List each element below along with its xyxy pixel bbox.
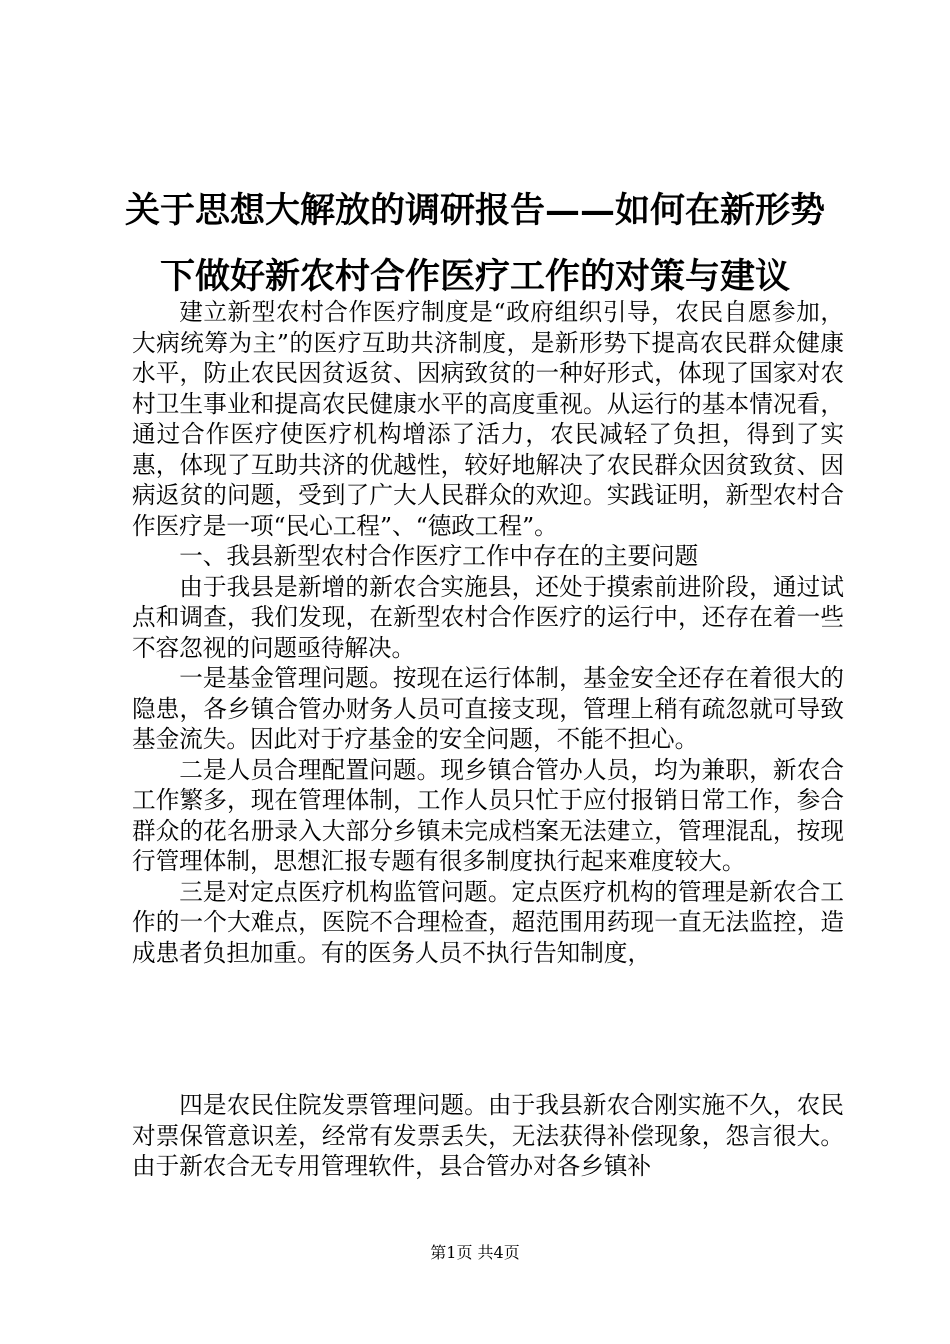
document-title [100, 178, 850, 310]
document-body-continued [132, 1090, 844, 1182]
paragraph-background: 由于我县是新增的新农合实施县，还处于摸索前进阶段，通过试点和调查，我们发现，在新型农村合作医疗的运行中，还存在着一些不容忽视的问题亟待解决。 [132, 572, 844, 662]
page-number: 第1页 共4页 [430, 1243, 520, 1262]
document-body [132, 297, 844, 968]
paragraph-invoice-management: 四是农民住院发票管理问题。由于我县新农合刚实施不久，农民对票保管意识差，经常有发票丢失，无法获得补偿现象，怨言很大。由于新农合无专用管理软件，县合管办对各乡镇补 [132, 1091, 844, 1180]
title-line-1: 关于思想大解放的调研报告——如何在新形势 [124, 190, 825, 231]
paragraph-intro: 建立新型农村合作医疗制度是“政府组织引导，农民自愿参加，大病统筹为主”的医疗互助共济制度，是新形势下提高农民群众健康水平，防止农民因贫返贫、因病致贫的一种好形式，体现了国家对农村卫生事业和提高农民健康水平的高度重视。从运行的基本情况看，通过合作医疗使医疗机构增添了活力，农民减轻了负担，得到了实惠，体现了互助共济的优越性，较好地解决了农民群众因贫致贫、因病返贫的问题，受到了广大人民群众的欢迎。实践证明，新型农村合作医疗是一项“民心工程”、“德政工程”。 [132, 298, 844, 540]
section-heading: 一、我县新型农村合作医疗工作中存在的主要问题 [179, 542, 699, 570]
paragraph-fund-management: 一是基金管理问题。按现在运行体制，基金安全还存在着很大的隐患，各乡镇合管办财务人员可直接支现，管理上稍有疏忽就可导致基金流失。因此对于疗基金的安全问题，不能不担心。 [132, 664, 844, 753]
paragraph-staffing: 二是人员合理配置问题。现乡镇合管办人员，均为兼职，新农合工作繁多，现在管理体制，工作人员只忙于应付报销日常工作，参合群众的花名册录入大部分乡镇未完成档案无法建立，管理混乱，按现行管理体制，思想汇报专题有很多制度执行起来难度较大。 [132, 755, 844, 875]
paragraph-hospital-supervision: 三是对定点医疗机构监管问题。定点医疗机构的管理是新农合工作的一个大难点，医院不合理检查，超范围用药现一直无法监控，造成患者负担加重。有的医务人员不执行告知制度， [132, 877, 844, 967]
title-line-2: 下做好新农村合作医疗工作的对策与建议 [159, 256, 790, 297]
